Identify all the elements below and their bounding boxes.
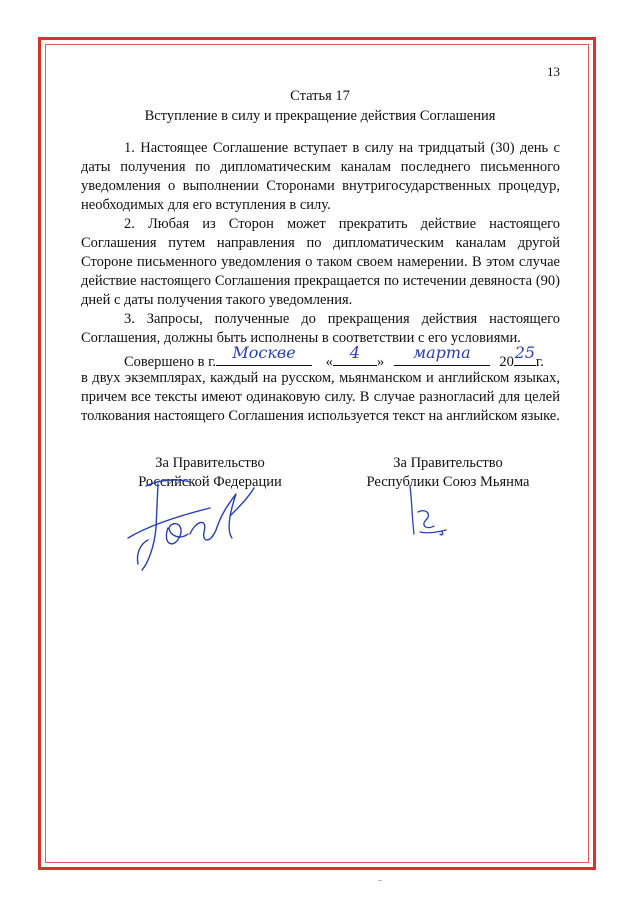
page-number: 13 <box>547 64 560 79</box>
paragraph-2: 2. Любая из Сторон может прекратить действие настоящего Соглашения путем направления по дипломатическим каналам другой Стороне письменного уведомления о таком своем намерении. В этом случае действие настоящего Соглашения прекращается по истечении девяноста (90) дней с даты получения такого уведомления. <box>81 216 560 308</box>
scan-artifact <box>378 880 382 881</box>
paragraph-1: 1. Настоящее Соглашение вступает в силу на тридцатый (30) день с даты получения по дипломатическим каналам последнего письменного уведомления о выполнении Сторонами внутригосударственных процедур, необходимых для его вступления в силу. <box>81 140 560 213</box>
signature-russia <box>118 468 258 578</box>
day-blank <box>333 343 377 366</box>
signatory-left-line-2: Российской Федерации <box>138 474 282 490</box>
open-quote: « <box>325 354 333 370</box>
paragraph-3: 3. Запросы, полученные до прекращения действия настоящего Соглашения, должны быть исполнены в соответствии с его условиями. <box>81 311 560 346</box>
signing-prefix: Совершено в г. <box>124 354 217 370</box>
day-handwritten: 4 <box>349 343 360 362</box>
article-subtitle: Вступление в силу и прекращение действия Соглашения <box>144 108 496 124</box>
year-prefix: 20 <box>499 354 514 370</box>
signatory-right-line-1: За Правительство <box>393 455 503 471</box>
year-handwritten: 25 <box>514 343 536 362</box>
close-quote: » <box>376 354 385 370</box>
signature-myanmar <box>400 482 470 552</box>
city-handwritten: Москве <box>232 343 296 362</box>
article-body <box>81 139 560 348</box>
month-handwritten: марта <box>412 343 471 362</box>
month-blank <box>394 343 490 366</box>
signatory-left-line-1: За Правительство <box>155 455 265 471</box>
signatory-right-line-2: Республики Союз Мьянма <box>366 474 530 490</box>
signing-line <box>81 343 560 371</box>
signing-continuation: в двух экземплярах, каждый на русском, мьянманском и английском языках, причем все тексты имеют одинаковую силу. В случае разногласий для целей толкования настоящего Соглашения используется текст на английском языке. <box>81 370 560 424</box>
year-blank <box>514 343 536 366</box>
article-title: Статья 17 <box>290 88 350 104</box>
city-blank <box>216 343 312 366</box>
year-end: г. <box>535 354 544 370</box>
